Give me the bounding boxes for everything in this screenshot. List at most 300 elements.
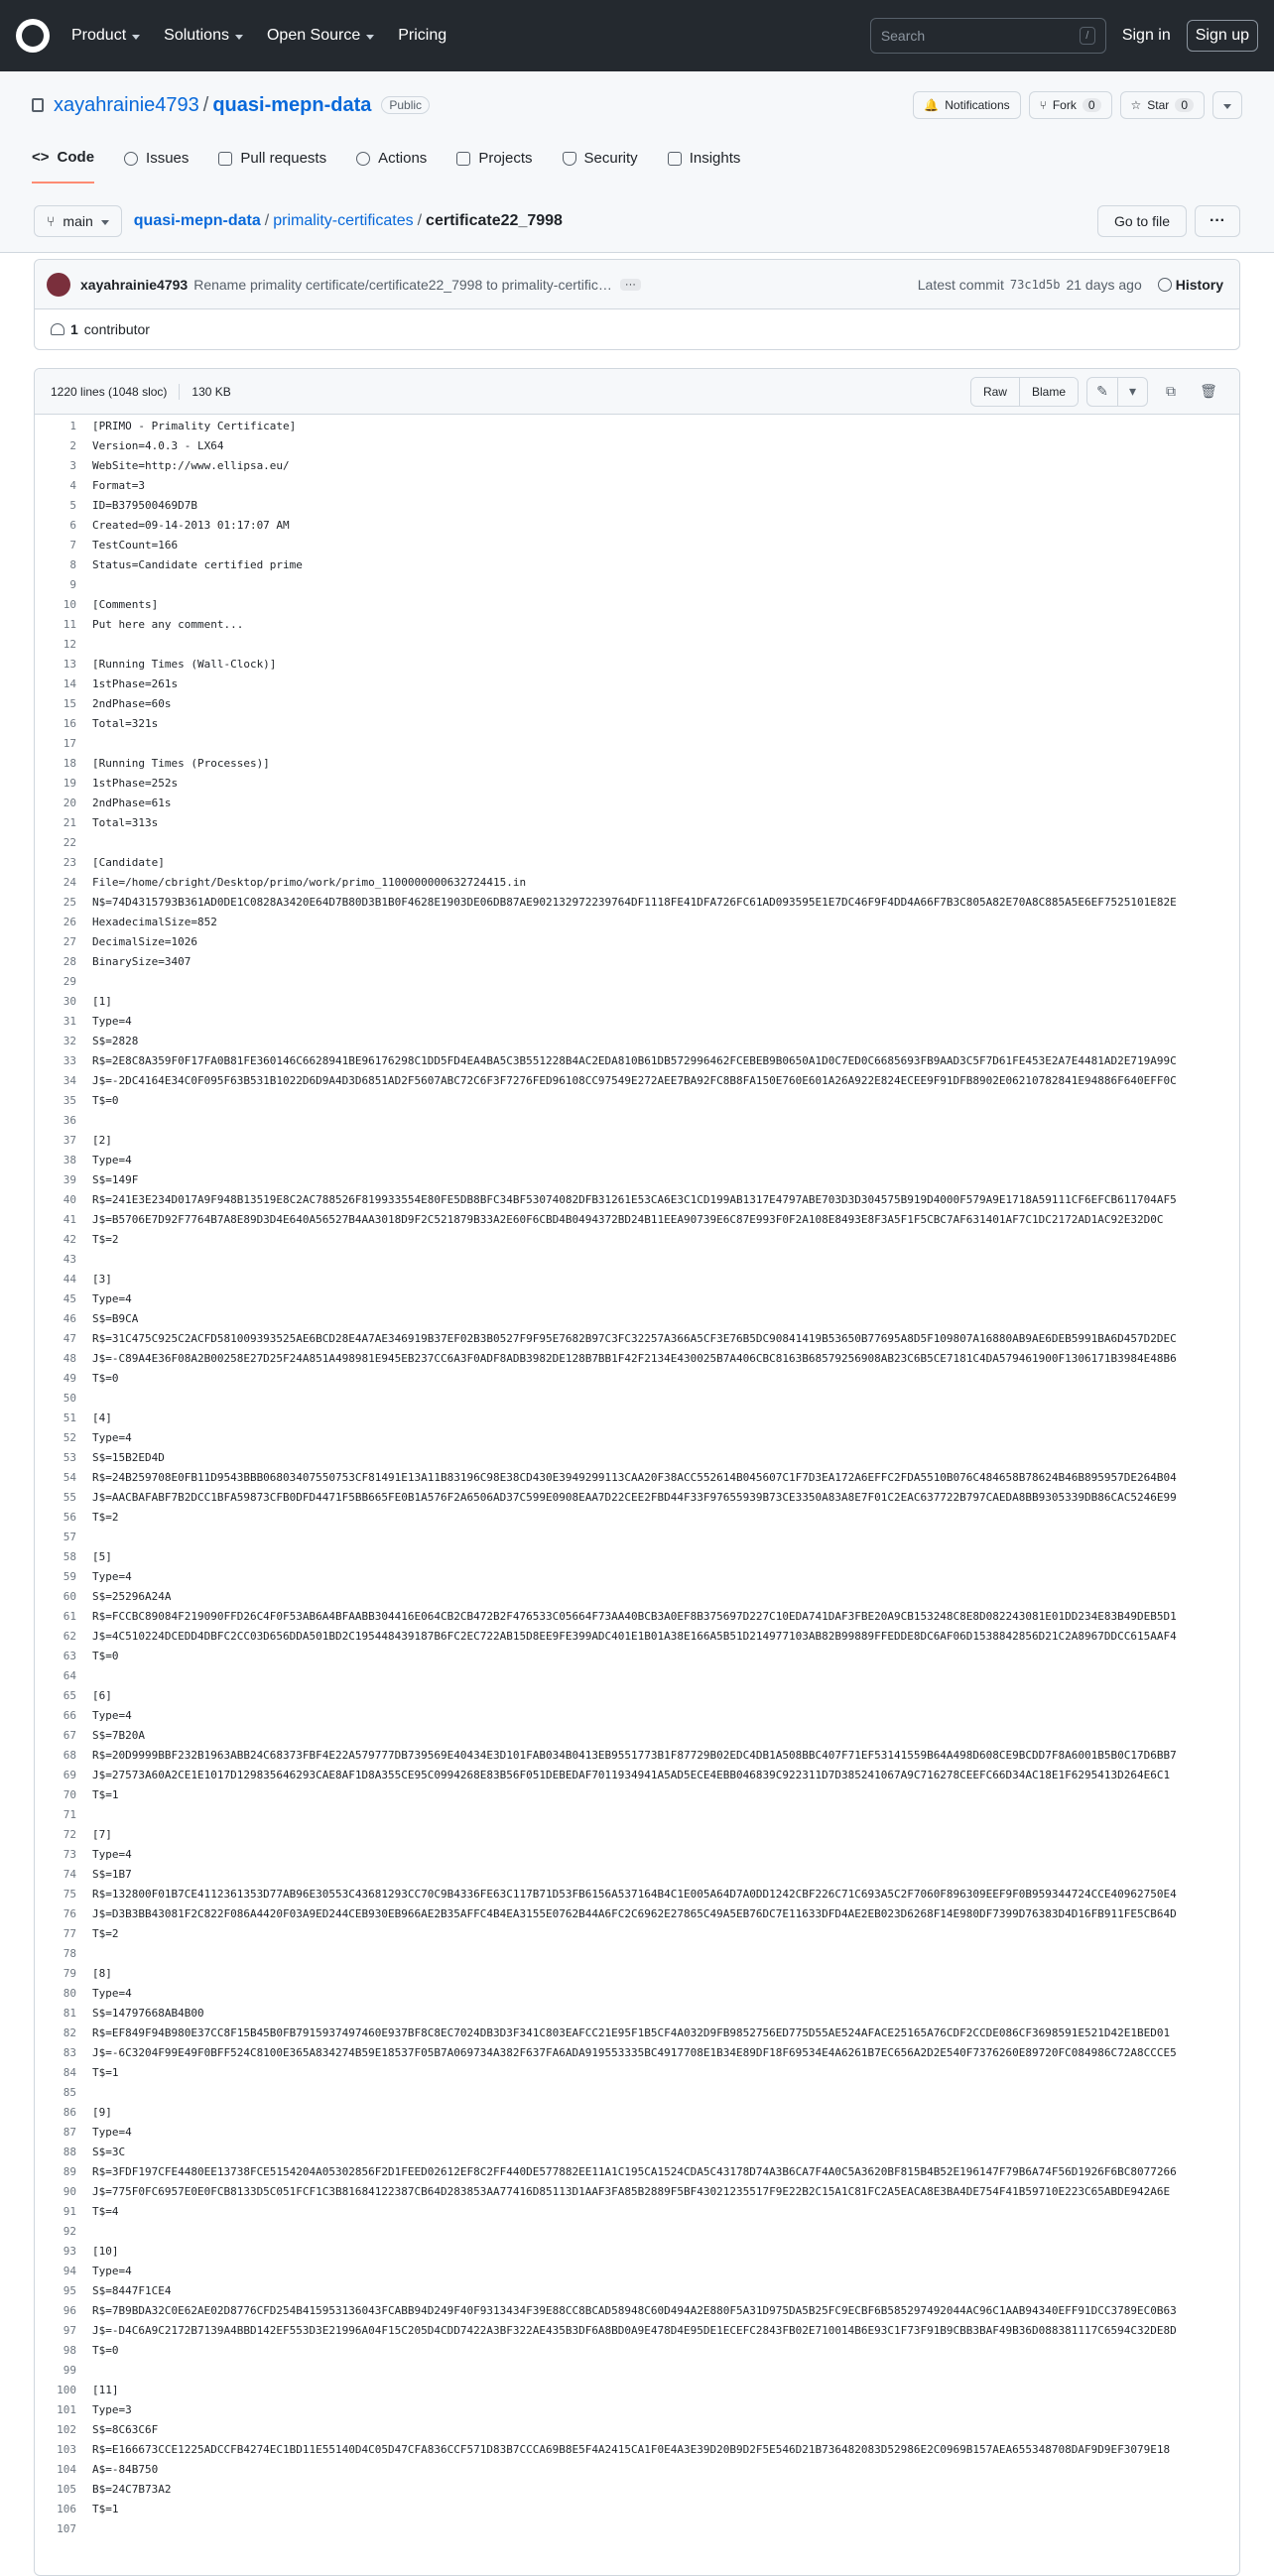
contributor-count: 1 <box>70 321 78 337</box>
chevron-down-icon <box>101 220 109 225</box>
line-number[interactable]: 95 <box>63 2284 76 2297</box>
line-content <box>84 1528 92 1547</box>
line-number[interactable]: 49 <box>63 1372 76 1385</box>
line-content: [8] <box>92 1967 112 1980</box>
line-number[interactable]: 90 <box>63 2185 76 2198</box>
line-number[interactable]: 9 <box>69 578 76 591</box>
code-line <box>35 1230 1239 1250</box>
line-number[interactable]: 11 <box>63 618 76 631</box>
nav-pricing[interactable] <box>398 27 446 45</box>
code-line <box>35 2162 1239 2182</box>
code-line <box>35 774 1239 794</box>
line-number[interactable]: 97 <box>63 2324 76 2337</box>
tab-issues[interactable] <box>124 149 189 184</box>
code-line <box>35 1091 1239 1111</box>
tab-issues-label: Issues <box>146 150 190 167</box>
line-content: T$=0 <box>92 1372 119 1385</box>
code-line <box>35 2361 1239 2381</box>
search-placeholder: Search <box>880 28 926 44</box>
line-content: Type=4 <box>92 1570 132 1583</box>
code-line <box>35 1389 1239 1409</box>
line-number[interactable]: 101 <box>57 2403 76 2416</box>
code-line <box>35 1051 1239 1071</box>
code-line <box>35 952 1239 972</box>
chevron-down-icon <box>235 35 243 40</box>
line-number[interactable]: 99 <box>63 2364 76 2377</box>
fork-label: Fork <box>1052 98 1077 112</box>
line-number[interactable]: 43 <box>63 1253 76 1266</box>
history-icon <box>1158 278 1172 292</box>
line-number[interactable]: 38 <box>63 1154 76 1166</box>
breadcrumb-separator: / <box>417 212 423 229</box>
nav-open-source-label: Open Source <box>266 27 361 44</box>
commit-author[interactable]: xayahrainie4793 <box>80 276 189 293</box>
line-number[interactable]: 82 <box>63 2026 76 2039</box>
copy-icon[interactable]: ⧉ <box>1166 383 1176 399</box>
line-number[interactable]: 26 <box>63 916 76 928</box>
line-number[interactable]: 106 <box>57 2503 76 2515</box>
code-line <box>35 496 1239 516</box>
code-line <box>35 813 1239 833</box>
star-icon: ☆ <box>1130 98 1142 112</box>
tab-actions[interactable] <box>356 149 427 184</box>
line-content: S$=1B7 <box>92 1868 132 1881</box>
shield-icon <box>563 152 576 166</box>
line-number[interactable]: 92 <box>63 2225 76 2238</box>
code-line <box>35 1468 1239 1488</box>
line-number[interactable]: 102 <box>57 2423 76 2436</box>
line-content: N$=74D4315793B361AD0DE1C0828A3420E64D7B80D3B1B0F4628E1903DE06DB87AE902132972239764DF1118FE41DFA726FC61AD093595E1E7DC46F9F4DD4A66F7B3C805A82E70A8C885A5E6EF7525101E82E <box>92 896 1177 909</box>
nav-product[interactable] <box>71 27 140 45</box>
line-content <box>84 2083 92 2103</box>
line-number[interactable]: 96 <box>63 2304 76 2317</box>
line-content <box>84 833 92 853</box>
breadcrumb <box>134 212 563 230</box>
line-number[interactable]: 65 <box>63 1689 76 1702</box>
line-number[interactable]: 52 <box>63 1431 76 1444</box>
line-number[interactable]: 63 <box>63 1650 76 1662</box>
code-line <box>35 1170 1239 1190</box>
line-number[interactable]: 32 <box>63 1035 76 1047</box>
global-header <box>0 0 1274 71</box>
file-toolbar <box>35 369 1239 415</box>
main-content <box>34 203 1240 2576</box>
line-content: T$=2 <box>92 1233 119 1246</box>
line-content: T$=1 <box>92 1788 119 1801</box>
code-line <box>35 1369 1239 1389</box>
line-number[interactable]: 3 <box>69 459 76 472</box>
tab-security-label: Security <box>583 150 638 167</box>
line-number[interactable]: 91 <box>63 2205 76 2218</box>
line-number[interactable]: 100 <box>57 2384 76 2396</box>
chevron-down-icon <box>1223 104 1231 109</box>
line-number[interactable]: 10 <box>63 598 76 611</box>
line-content: A$=-84B750 <box>92 2463 159 2476</box>
code-line <box>35 1607 1239 1627</box>
line-content: T$=1 <box>92 2066 119 2079</box>
code-line <box>35 476 1239 496</box>
star-button[interactable] <box>1120 91 1205 119</box>
sign-up-button[interactable]: Sign up <box>1187 20 1258 52</box>
line-content: Version=4.0.3 - LX64 <box>92 439 224 452</box>
line-number[interactable]: 68 <box>63 1749 76 1762</box>
line-content: Type=4 <box>92 1431 132 1444</box>
search-input[interactable] <box>870 18 1106 54</box>
code-line <box>35 853 1239 873</box>
line-number[interactable]: 47 <box>63 1332 76 1345</box>
line-number[interactable]: 83 <box>63 2046 76 2059</box>
pencil-icon[interactable]: ✎ <box>1096 383 1108 399</box>
code-line <box>35 1904 1239 1924</box>
fork-button[interactable] <box>1029 91 1112 119</box>
line-number[interactable]: 36 <box>63 1114 76 1127</box>
line-number[interactable]: 77 <box>63 1927 76 1940</box>
line-number[interactable]: 22 <box>63 836 76 849</box>
line-number[interactable]: 18 <box>63 757 76 770</box>
code-line <box>35 1012 1239 1032</box>
code-line <box>35 2281 1239 2301</box>
line-number[interactable]: 60 <box>63 1590 76 1603</box>
line-number[interactable]: 1 <box>69 420 76 432</box>
blame-button[interactable]: Blame <box>1019 378 1078 406</box>
commit-message[interactable]: Rename primality certificate/certificate22_7998 to primality-certific… <box>193 276 612 293</box>
line-number[interactable]: 27 <box>63 935 76 948</box>
branch-selector[interactable] <box>34 205 122 237</box>
nav-solutions[interactable] <box>164 27 243 45</box>
avatar[interactable] <box>47 273 70 297</box>
line-number[interactable]: 42 <box>63 1233 76 1246</box>
line-number[interactable]: 98 <box>63 2344 76 2357</box>
line-number[interactable]: 21 <box>63 816 76 829</box>
go-to-file-button[interactable]: Go to file <box>1097 205 1187 237</box>
line-content: Type=4 <box>92 1292 132 1305</box>
line-number[interactable]: 66 <box>63 1709 76 1722</box>
line-number[interactable]: 15 <box>63 697 76 710</box>
top-nav <box>71 27 446 45</box>
tab-insights[interactable] <box>668 149 741 184</box>
line-content: B$=24C7B73A2 <box>92 2483 172 2496</box>
history-button[interactable] <box>1158 277 1223 293</box>
code-line <box>35 2460 1239 2480</box>
breadcrumb-dir[interactable]: primality-certificates <box>273 212 414 229</box>
file-size: 130 KB <box>191 384 231 399</box>
line-content: [5] <box>92 1550 112 1563</box>
line-number[interactable]: 58 <box>63 1550 76 1563</box>
line-number[interactable]: 44 <box>63 1273 76 1286</box>
line-content: [6] <box>92 1689 112 1702</box>
line-content: Created=09-14-2013 01:17:07 AM <box>92 519 290 532</box>
code-line <box>35 1547 1239 1567</box>
code-line <box>35 694 1239 714</box>
line-number[interactable]: 88 <box>63 2146 76 2158</box>
line-content: 2ndPhase=60s <box>92 697 172 710</box>
code-line <box>35 1210 1239 1230</box>
line-number[interactable]: 16 <box>63 717 76 730</box>
line-number[interactable]: 31 <box>63 1015 76 1028</box>
line-number[interactable]: 46 <box>63 1312 76 1325</box>
tab-code[interactable] <box>32 149 94 184</box>
tab-projects-label: Projects <box>478 150 533 167</box>
line-number[interactable]: 57 <box>63 1531 76 1543</box>
chevron-down-icon[interactable]: ▾ <box>1117 378 1147 406</box>
repo-path-separator: / <box>202 93 209 116</box>
line-number[interactable]: 78 <box>63 1947 76 1960</box>
line-number[interactable]: 87 <box>63 2126 76 2139</box>
line-number[interactable]: 12 <box>63 638 76 651</box>
expand-commit-message-button[interactable]: ··· <box>620 279 641 291</box>
line-content: Type=4 <box>92 1154 132 1166</box>
line-number[interactable]: 61 <box>63 1610 76 1623</box>
more-options-button[interactable]: ··· <box>1195 205 1240 237</box>
code-line <box>35 1349 1239 1369</box>
code-line <box>35 2024 1239 2043</box>
code-line <box>35 932 1239 952</box>
line-content: J$=-6C3204F99E49F0BFF524C8100E365A834274B59E18537F05B7A069734A382F637FA6ADA919553335BC4917708E1B34E89DF18F69534E4A6261B7EC656A2D2E540F7376260E89720FC084986C72A8CCCE5 <box>92 2046 1177 2059</box>
code-line <box>35 1805 1239 1825</box>
line-content: R$=24B259708E0FB11D9543BBB06803407550753CF81491E13A11B83196C98E38CD430E3949299113CAA20F38ACC552614B045607C1F7D3EA172A6EFFC2FDA5510B076C484658B78624B46B895957DE264B04 <box>92 1471 1177 1484</box>
code-line <box>35 1448 1239 1468</box>
github-logo-icon[interactable] <box>16 19 50 53</box>
line-number[interactable]: 14 <box>63 677 76 690</box>
contributors-row[interactable] <box>35 309 1239 349</box>
line-number[interactable]: 25 <box>63 896 76 909</box>
tab-code-label: Code <box>57 149 95 166</box>
line-content: T$=0 <box>92 2344 119 2357</box>
code-line <box>35 1825 1239 1845</box>
line-content <box>84 2222 92 2242</box>
code-line <box>35 873 1239 893</box>
line-content: T$=0 <box>92 1094 119 1107</box>
line-number[interactable]: 48 <box>63 1352 76 1365</box>
line-content: Type=4 <box>92 1015 132 1028</box>
raw-button[interactable]: Raw <box>971 378 1019 406</box>
line-number[interactable]: 4 <box>69 479 76 492</box>
code-line <box>35 1686 1239 1706</box>
line-content: R$=FCCBC89084F219090FFD26C4F0F53AB6A4BFAABB304416E064CB2CB472B2F476533C05664F73AA40BCB3A0EF8B375697D227C10EDA741DAF3FBE20A9CB153248C8E8D082243081E01DD234E83B49DEB5D1 <box>92 1610 1177 1623</box>
branch-icon: ⑂ <box>47 213 56 229</box>
line-content: J$=27573A60A2CE1E1017D129835646293CAE8AF1D8A355CE95C0994268E83B56F051DEBEDAF7011934941A5AD5ECE4EBB046839C922311D7D385241067A9C716278CEEFC66D34AC18E1F6295413D264E6C1 <box>92 1769 1171 1781</box>
issue-icon <box>124 152 138 166</box>
code-line <box>35 2143 1239 2162</box>
line-number[interactable]: 71 <box>63 1808 76 1821</box>
line-content: [Running Times (Processes)] <box>92 757 270 770</box>
code-line <box>35 893 1239 913</box>
line-number[interactable]: 17 <box>63 737 76 750</box>
line-number[interactable]: 35 <box>63 1094 76 1107</box>
code-line <box>35 536 1239 555</box>
line-number[interactable]: 20 <box>63 797 76 809</box>
code-line <box>35 2262 1239 2281</box>
line-content: ID=B379500469D7B <box>92 499 197 512</box>
raw-blame-group <box>970 377 1079 407</box>
line-content: BinarySize=3407 <box>92 955 191 968</box>
code-line <box>35 1924 1239 1944</box>
line-number[interactable]: 2 <box>69 439 76 452</box>
code-line <box>35 1528 1239 1547</box>
line-number[interactable]: 72 <box>63 1828 76 1841</box>
line-content: [10] <box>92 2245 119 2258</box>
line-content: [PRIMO - Primality Certificate] <box>92 420 297 432</box>
line-number[interactable]: 24 <box>63 876 76 889</box>
code-line <box>35 2440 1239 2460</box>
code-line <box>35 1508 1239 1528</box>
tab-pull-requests-label: Pull requests <box>240 150 327 167</box>
code-line <box>35 615 1239 635</box>
code-line <box>35 1627 1239 1647</box>
visibility-badge: Public <box>381 96 430 114</box>
breadcrumb-repo[interactable]: quasi-mepn-data <box>133 212 261 229</box>
line-number[interactable]: 86 <box>63 2106 76 2119</box>
line-number[interactable]: 39 <box>63 1173 76 1186</box>
line-number[interactable]: 67 <box>63 1729 76 1742</box>
line-number[interactable]: 40 <box>63 1193 76 1206</box>
notifications-label: Notifications <box>945 98 1010 112</box>
line-number[interactable]: 73 <box>63 1848 76 1861</box>
code-line <box>35 1865 1239 1885</box>
line-content: Type=3 <box>92 2403 132 2416</box>
code-line <box>35 1151 1239 1170</box>
nav-solutions-label: Solutions <box>164 27 229 44</box>
tab-security[interactable] <box>563 149 638 184</box>
line-number[interactable]: 19 <box>63 777 76 790</box>
line-number[interactable]: 104 <box>57 2463 76 2476</box>
line-number[interactable]: 7 <box>69 539 76 552</box>
code-line <box>35 1071 1239 1091</box>
line-number[interactable]: 8 <box>69 558 76 571</box>
line-number[interactable]: 33 <box>63 1054 76 1067</box>
star-dropdown-button[interactable] <box>1212 91 1242 119</box>
line-number[interactable]: 107 <box>57 2522 76 2535</box>
line-number[interactable]: 45 <box>63 1292 76 1305</box>
line-content: S$=3C <box>92 2146 126 2158</box>
tab-projects[interactable] <box>456 149 532 184</box>
repo-name-link[interactable]: quasi-mepn-data <box>212 93 372 116</box>
nav-pricing-label: Pricing <box>398 27 447 44</box>
code-line <box>35 2043 1239 2063</box>
line-content: 2ndPhase=61s <box>92 797 172 809</box>
code-line <box>35 1984 1239 2004</box>
line-content: J$=B5706E7D92F7764B7A8E89D3D4E640A56527B4AA3018D9F2C521879B33A2E60F6CBD4B0494372BD24B11EEA90739E6C87E993F0F2A108E8493E8F3A5F1F5CBC7AF631401AF7C1DC2172AD1AC92E32D0C <box>92 1213 1164 1226</box>
line-content <box>84 635 92 655</box>
line-number[interactable]: 6 <box>69 519 76 532</box>
line-number[interactable]: 30 <box>63 995 76 1008</box>
line-content: [3] <box>92 1273 112 1286</box>
code-line <box>35 1289 1239 1309</box>
line-number[interactable]: 29 <box>63 975 76 988</box>
line-number[interactable]: 89 <box>63 2165 76 2178</box>
star-label: Star <box>1147 98 1170 112</box>
line-content: Total=313s <box>92 816 159 829</box>
breadcrumb-file: certificate22_7998 <box>426 212 563 229</box>
line-number[interactable]: 5 <box>69 499 76 512</box>
line-number[interactable]: 54 <box>63 1471 76 1484</box>
line-number[interactable]: 53 <box>63 1451 76 1464</box>
line-content: File=/home/cbright/Desktop/primo/work/primo_1100000000632724415.in <box>92 876 527 889</box>
line-number[interactable]: 85 <box>63 2086 76 2099</box>
code-line <box>35 2182 1239 2202</box>
commit-sha[interactable]: 73c1d5b <box>1009 277 1061 292</box>
line-number[interactable]: 69 <box>63 1769 76 1781</box>
line-number[interactable]: 103 <box>57 2443 76 2456</box>
code-line <box>35 1309 1239 1329</box>
breadcrumb-separator: / <box>264 212 270 229</box>
sign-in-link[interactable]: Sign in <box>1121 27 1171 44</box>
line-number[interactable]: 37 <box>63 1134 76 1147</box>
line-number[interactable]: 94 <box>63 2265 76 2277</box>
line-number[interactable]: 64 <box>63 1669 76 1682</box>
trash-icon[interactable]: 🗑 <box>1200 383 1217 399</box>
line-content: DecimalSize=1026 <box>92 935 197 948</box>
line-content <box>84 1805 92 1825</box>
line-content: S$=149F <box>92 1173 139 1186</box>
line-content: R$=7B9BDA32C0E62AE02D8776CFD254B415953136043FCABB94D249F40F9313434F39E88CC8BCAD58948C60D494A2E880F5A31D975DA5B25FC9ECBF6B585297492044AC96C1AAB94340EFF91DCC3789EC0B63 <box>92 2304 1177 2317</box>
line-content: S$=15B2ED4D <box>92 1451 165 1464</box>
line-number[interactable]: 23 <box>63 856 76 869</box>
line-number[interactable]: 76 <box>63 1907 76 1920</box>
line-content: T$=4 <box>92 2205 119 2218</box>
code-line <box>35 1766 1239 1785</box>
line-number[interactable]: 56 <box>63 1511 76 1524</box>
commit-time: 21 days ago <box>1066 276 1142 293</box>
line-number[interactable]: 41 <box>63 1213 76 1226</box>
line-number[interactable]: 62 <box>63 1630 76 1643</box>
code-line <box>35 2202 1239 2222</box>
code-line <box>35 1964 1239 1984</box>
line-number[interactable]: 28 <box>63 955 76 968</box>
tab-insights-label: Insights <box>689 150 741 167</box>
code-line <box>35 2381 1239 2400</box>
line-number[interactable]: 34 <box>63 1074 76 1087</box>
line-number[interactable]: 55 <box>63 1491 76 1504</box>
code-line <box>35 675 1239 694</box>
nav-open-source[interactable] <box>267 27 374 45</box>
code-line <box>35 555 1239 575</box>
code-line <box>35 754 1239 774</box>
code-line <box>35 1666 1239 1686</box>
line-number[interactable]: 70 <box>63 1788 76 1801</box>
code-line <box>35 1488 1239 1508</box>
line-number[interactable]: 105 <box>57 2483 76 2496</box>
contributor-label: contributor <box>83 321 150 337</box>
line-content: R$=EF849F94B980E37CC8F15B45B0FB7915937497460E937BF8C8EC7024DB3D3F341C803EAFCC21E95F1B5CF4A032D9FB9852756ED775D55AE524AFACE25165A76CDF2CCDE086CF3698591E521D42E1BED01 <box>92 2026 1171 2039</box>
repo-owner-link[interactable]: xayahrainie4793 <box>54 93 199 116</box>
code-line <box>35 2222 1239 2242</box>
notifications-button[interactable] <box>913 91 1020 119</box>
line-content: Total=321s <box>92 717 159 730</box>
line-content: R$=2E8C8A359F0F17FA0B81FE360146C6628941BE96176298C1DD5FD4EA4BA5C3B551228B4AC2EDA810B61DB572996462FCEBEB9B0650A1D0C7ED0C6685693FB9AAD3C5F7D61FE453E2A7E4481AD2E719A99C <box>92 1054 1177 1067</box>
line-number[interactable]: 59 <box>63 1570 76 1583</box>
code-line <box>35 2004 1239 2024</box>
line-number[interactable]: 93 <box>63 2245 76 2258</box>
line-number[interactable]: 75 <box>63 1888 76 1901</box>
line-number[interactable]: 84 <box>63 2066 76 2079</box>
tab-pull-requests[interactable] <box>218 149 326 184</box>
line-content: [2] <box>92 1134 112 1147</box>
table-icon <box>456 152 470 166</box>
line-number[interactable]: 51 <box>63 1411 76 1424</box>
line-number[interactable]: 81 <box>63 2007 76 2020</box>
line-number[interactable]: 13 <box>63 658 76 671</box>
line-number[interactable]: 50 <box>63 1392 76 1405</box>
code-line <box>35 2063 1239 2083</box>
line-content: J$=-2DC4164E34C0F095F63B531B1022D6D9A4D3D6851AD2F5607ABC72C6F3F7276FED96108CC97549E272AEE7BA92FC8B8FA150E760E601A26A922E824ECEE9F91DFB8902E06210782841E94886F640EFF0C <box>92 1074 1177 1087</box>
line-number[interactable]: 79 <box>63 1967 76 1980</box>
code-line <box>35 2083 1239 2103</box>
line-number[interactable]: 80 <box>63 1987 76 2000</box>
code-line <box>35 1270 1239 1289</box>
line-content: R$=E166673CCE1225ADCCFB4274EC1BD11E55140D4C05D47CFA836CCF571D83B7CCCA69B8E5F4A2415CA1F0E4A3E39D20B9D2F5E546D21B736482083D52986E2C0969B157AEA655348708DAF9D9EF3079E18 <box>92 2443 1171 2456</box>
line-number[interactable]: 74 <box>63 1868 76 1881</box>
